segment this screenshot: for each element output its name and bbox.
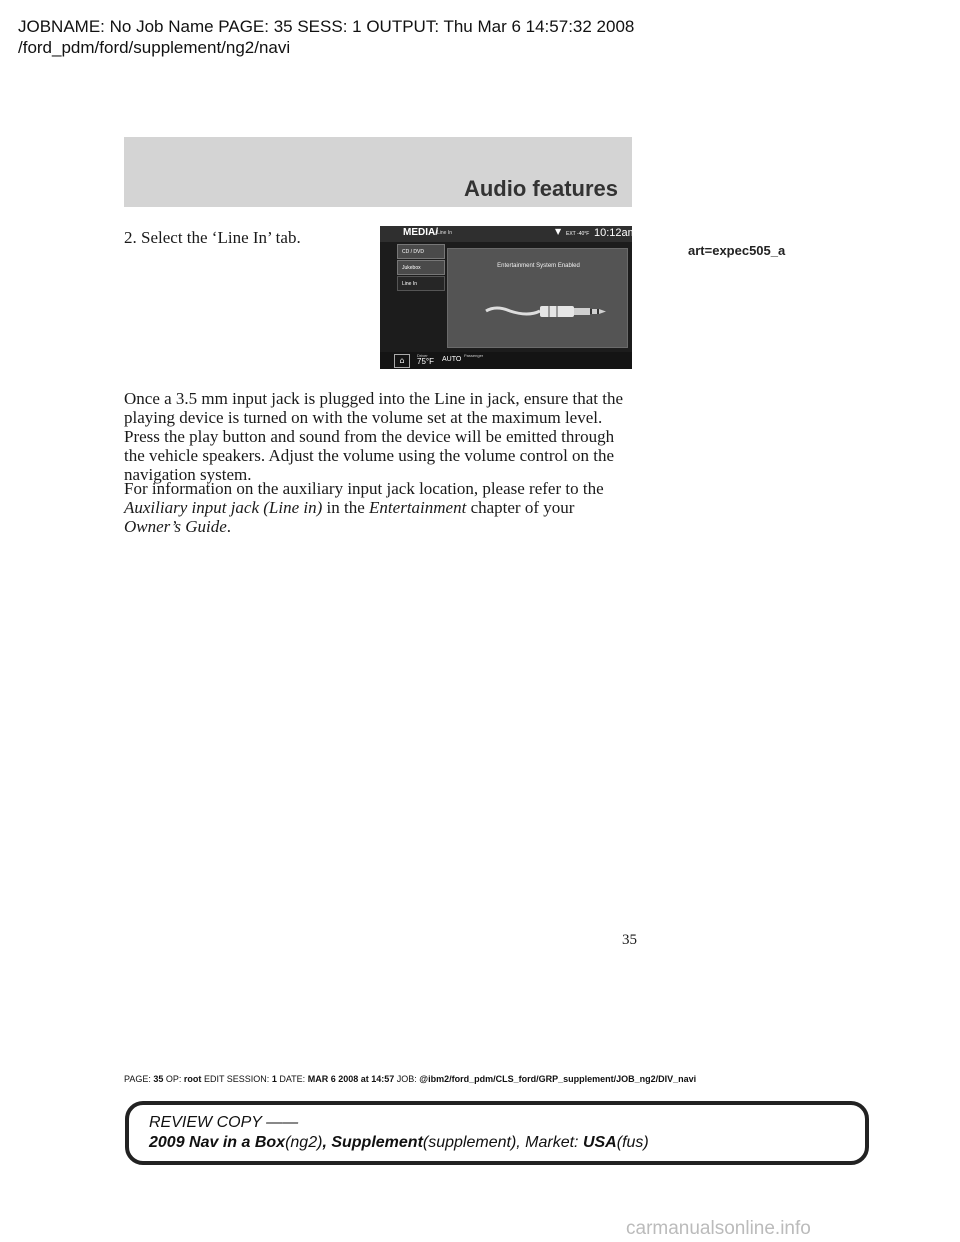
ref-entertainment: Entertainment [369, 498, 467, 517]
tab-cd-dvd[interactable]: CD / DVD [397, 244, 445, 259]
section-title: Audio features [463, 176, 618, 201]
paragraph-line-in-usage: Once a 3.5 mm input jack is plugged into the Line in jack, ensure that the playing device is turned on with the volume set at the maximum level. Press the play button and sound from the device will be emitted through the vehicle speakers. Adjust the volume using the volume control on the navigation system. [124, 389, 624, 484]
section-banner [124, 137, 632, 207]
screen-subtitle: Line In [437, 230, 453, 236]
home-icon[interactable]: ⌂ [394, 354, 410, 368]
tab-jukebox[interactable]: Jukebox [397, 260, 445, 275]
review-line1: REVIEW COPY —— [149, 1114, 299, 1131]
screen-ext-temp: EXT -40°F [566, 231, 590, 237]
nav-screen-illustration [380, 226, 637, 369]
screen-content-panel [447, 248, 628, 348]
passenger-label: Passenger [464, 353, 484, 358]
tab-line-in[interactable]: Line In [397, 276, 445, 291]
job-header-line1: JOBNAME: No Job Name PAGE: 35 SESS: 1 OUTPUT: Thu Mar 6 14:57:32 2008 [18, 17, 635, 36]
driver-label: Driver [417, 353, 428, 358]
job-header-line2: /ford_pdm/ford/supplement/ng2/navi [18, 38, 291, 57]
page-number: 35 [622, 932, 637, 948]
art-label: art=expec505_a [688, 243, 786, 258]
climate-auto[interactable]: AUTO [442, 356, 462, 363]
screen-status-bar [380, 226, 637, 242]
ref-owners-guide: Owner’s Guide [124, 517, 227, 536]
ref-aux-jack: Auxiliary input jack (Line in) [124, 498, 323, 517]
review-line2: 2009 Nav in a Box(ng2), Supplement(supplement), Market: USA(fus) [149, 1134, 649, 1151]
review-copy-box [125, 1101, 869, 1165]
screen-clock: 10:12am [594, 227, 637, 239]
audio-jack-icon [448, 249, 629, 349]
watermark: carmanualsonline.info [626, 1218, 811, 1239]
screen-media-title: MEDIA/ [403, 227, 438, 238]
job-header [18, 16, 634, 58]
screen-climate-bar [380, 352, 632, 369]
signal-icon: ▼ [555, 227, 562, 236]
driver-temp[interactable]: 75°F [417, 357, 434, 366]
step-instruction: 2. Select the ‘Line In’ tab. [124, 228, 301, 247]
job-footer: PAGE: 35 OP: root EDIT SESSION: 1 DATE: MAR 6 2008 at 14:57 JOB: @ibm2/ford_pdm/CLS_ford/GRP_supplement/JOB_ng2/DIV_navi [124, 1074, 697, 1084]
screen-status-message: Entertainment System Enabled [497, 263, 580, 269]
paragraph-jack-location: For information on the auxiliary input jack location, please refer to the Auxiliary input jack (Line in) in the Entertainment chapter of your Owner’s Guide. [124, 479, 604, 536]
